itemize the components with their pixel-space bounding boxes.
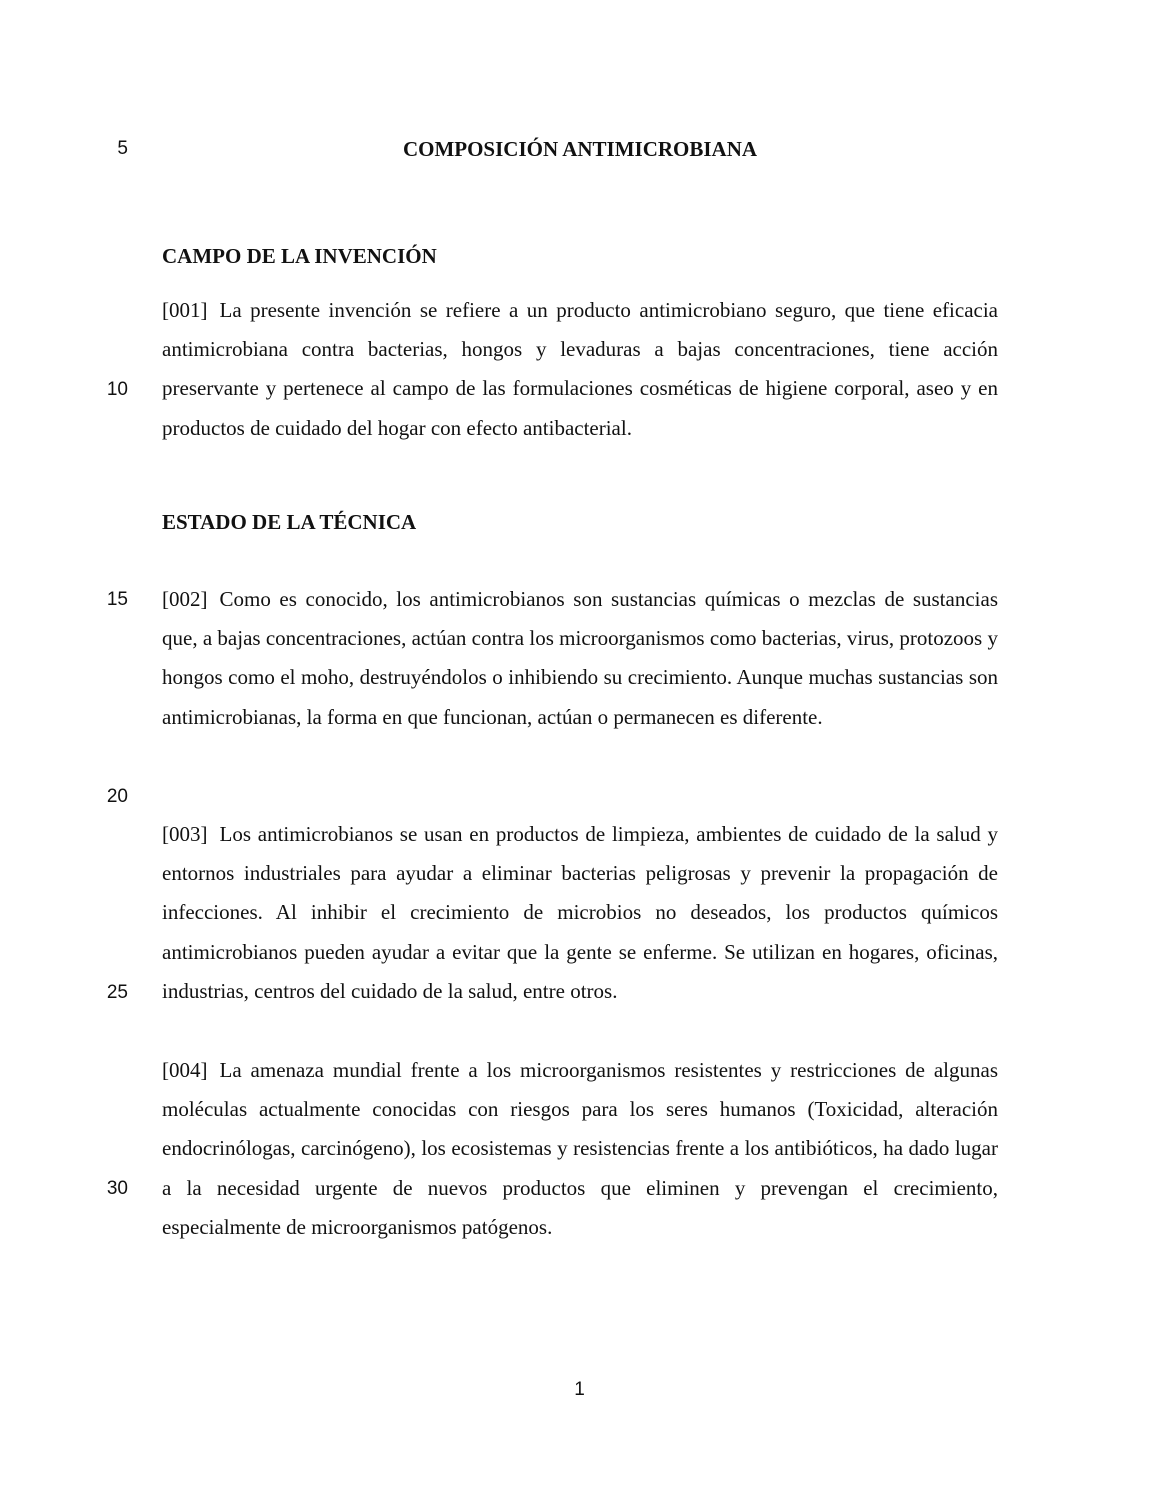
section-heading-campo: CAMPO DE LA INVENCIÓN	[162, 244, 437, 268]
paragraph-003	[162, 815, 998, 1011]
paragraph-number: [001]	[162, 298, 208, 322]
paragraph-text: La amenaza mundial frente a los microorganismos resistentes y restricciones de algunas moléculas actualmente conocidas con riesgos para los seres humanos (Toxicidad, alteración endocrinólogas, carcinógeno), los ecosistemas y resistencias frente a los antibióticos, ha dado lugar a la necesidad urgente de nuevos productos que eliminen y prevengan el crecimiento, especialmente de microorganismos patógenos.	[162, 1058, 998, 1239]
paragraph-002	[162, 580, 998, 737]
line-number-10: 10	[106, 379, 128, 400]
paragraph-text: Los antimicrobianos se usan en productos de limpieza, ambientes de cuidado de la salud y entornos industriales para ayudar a eliminar bacterias peligrosas y prevenir la propagación de infecciones. Al inhibir el crecimiento de microbios no deseados, los productos químicos antimicrobianos pueden ayudar a evitar que la gente se enferme. Se utilizan en hogares, oficinas, industrias, centros del cuidado de la salud, entre otros.	[162, 822, 998, 1003]
line-number-5: 5	[117, 138, 128, 159]
paragraph-number: [004]	[162, 1058, 208, 1082]
paragraph-text: Como es conocido, los antimicrobianos son sustancias químicas o mezclas de sustancias que, a bajas concentraciones, actúan contra los microorganismos como bacterias, virus, protozoos y hongos como el moho, destruyéndolos o inhibiendo su crecimiento. Aunque muchas sustancias son antimicrobianas, la forma en que funcionan, actúan o permanecen es diferente.	[162, 587, 998, 729]
paragraph-number: [002]	[162, 587, 208, 611]
paragraph-004	[162, 1051, 998, 1247]
line-number-20: 20	[106, 786, 128, 807]
paragraph-text: La presente invención se refiere a un producto antimicrobiano seguro, que tiene eficacia antimicrobiana contra bacterias, hongos y levaduras a bajas concentraciones, tiene acción preservante y pertenece al campo de las formulaciones cosméticas de higiene corporal, aseo y en productos de cuidado del hogar con efecto antibacterial.	[162, 298, 998, 440]
section-heading-estado: ESTADO DE LA TÉCNICA	[162, 510, 417, 534]
line-number-30: 30	[106, 1178, 128, 1199]
document-title: COMPOSICIÓN ANTIMICROBIANA	[402, 137, 758, 161]
paragraph-001	[162, 291, 998, 448]
page-number: 1	[574, 1379, 585, 1400]
paragraph-number: [003]	[162, 822, 208, 846]
line-number-25: 25	[106, 982, 128, 1003]
line-number-15: 15	[106, 589, 128, 610]
